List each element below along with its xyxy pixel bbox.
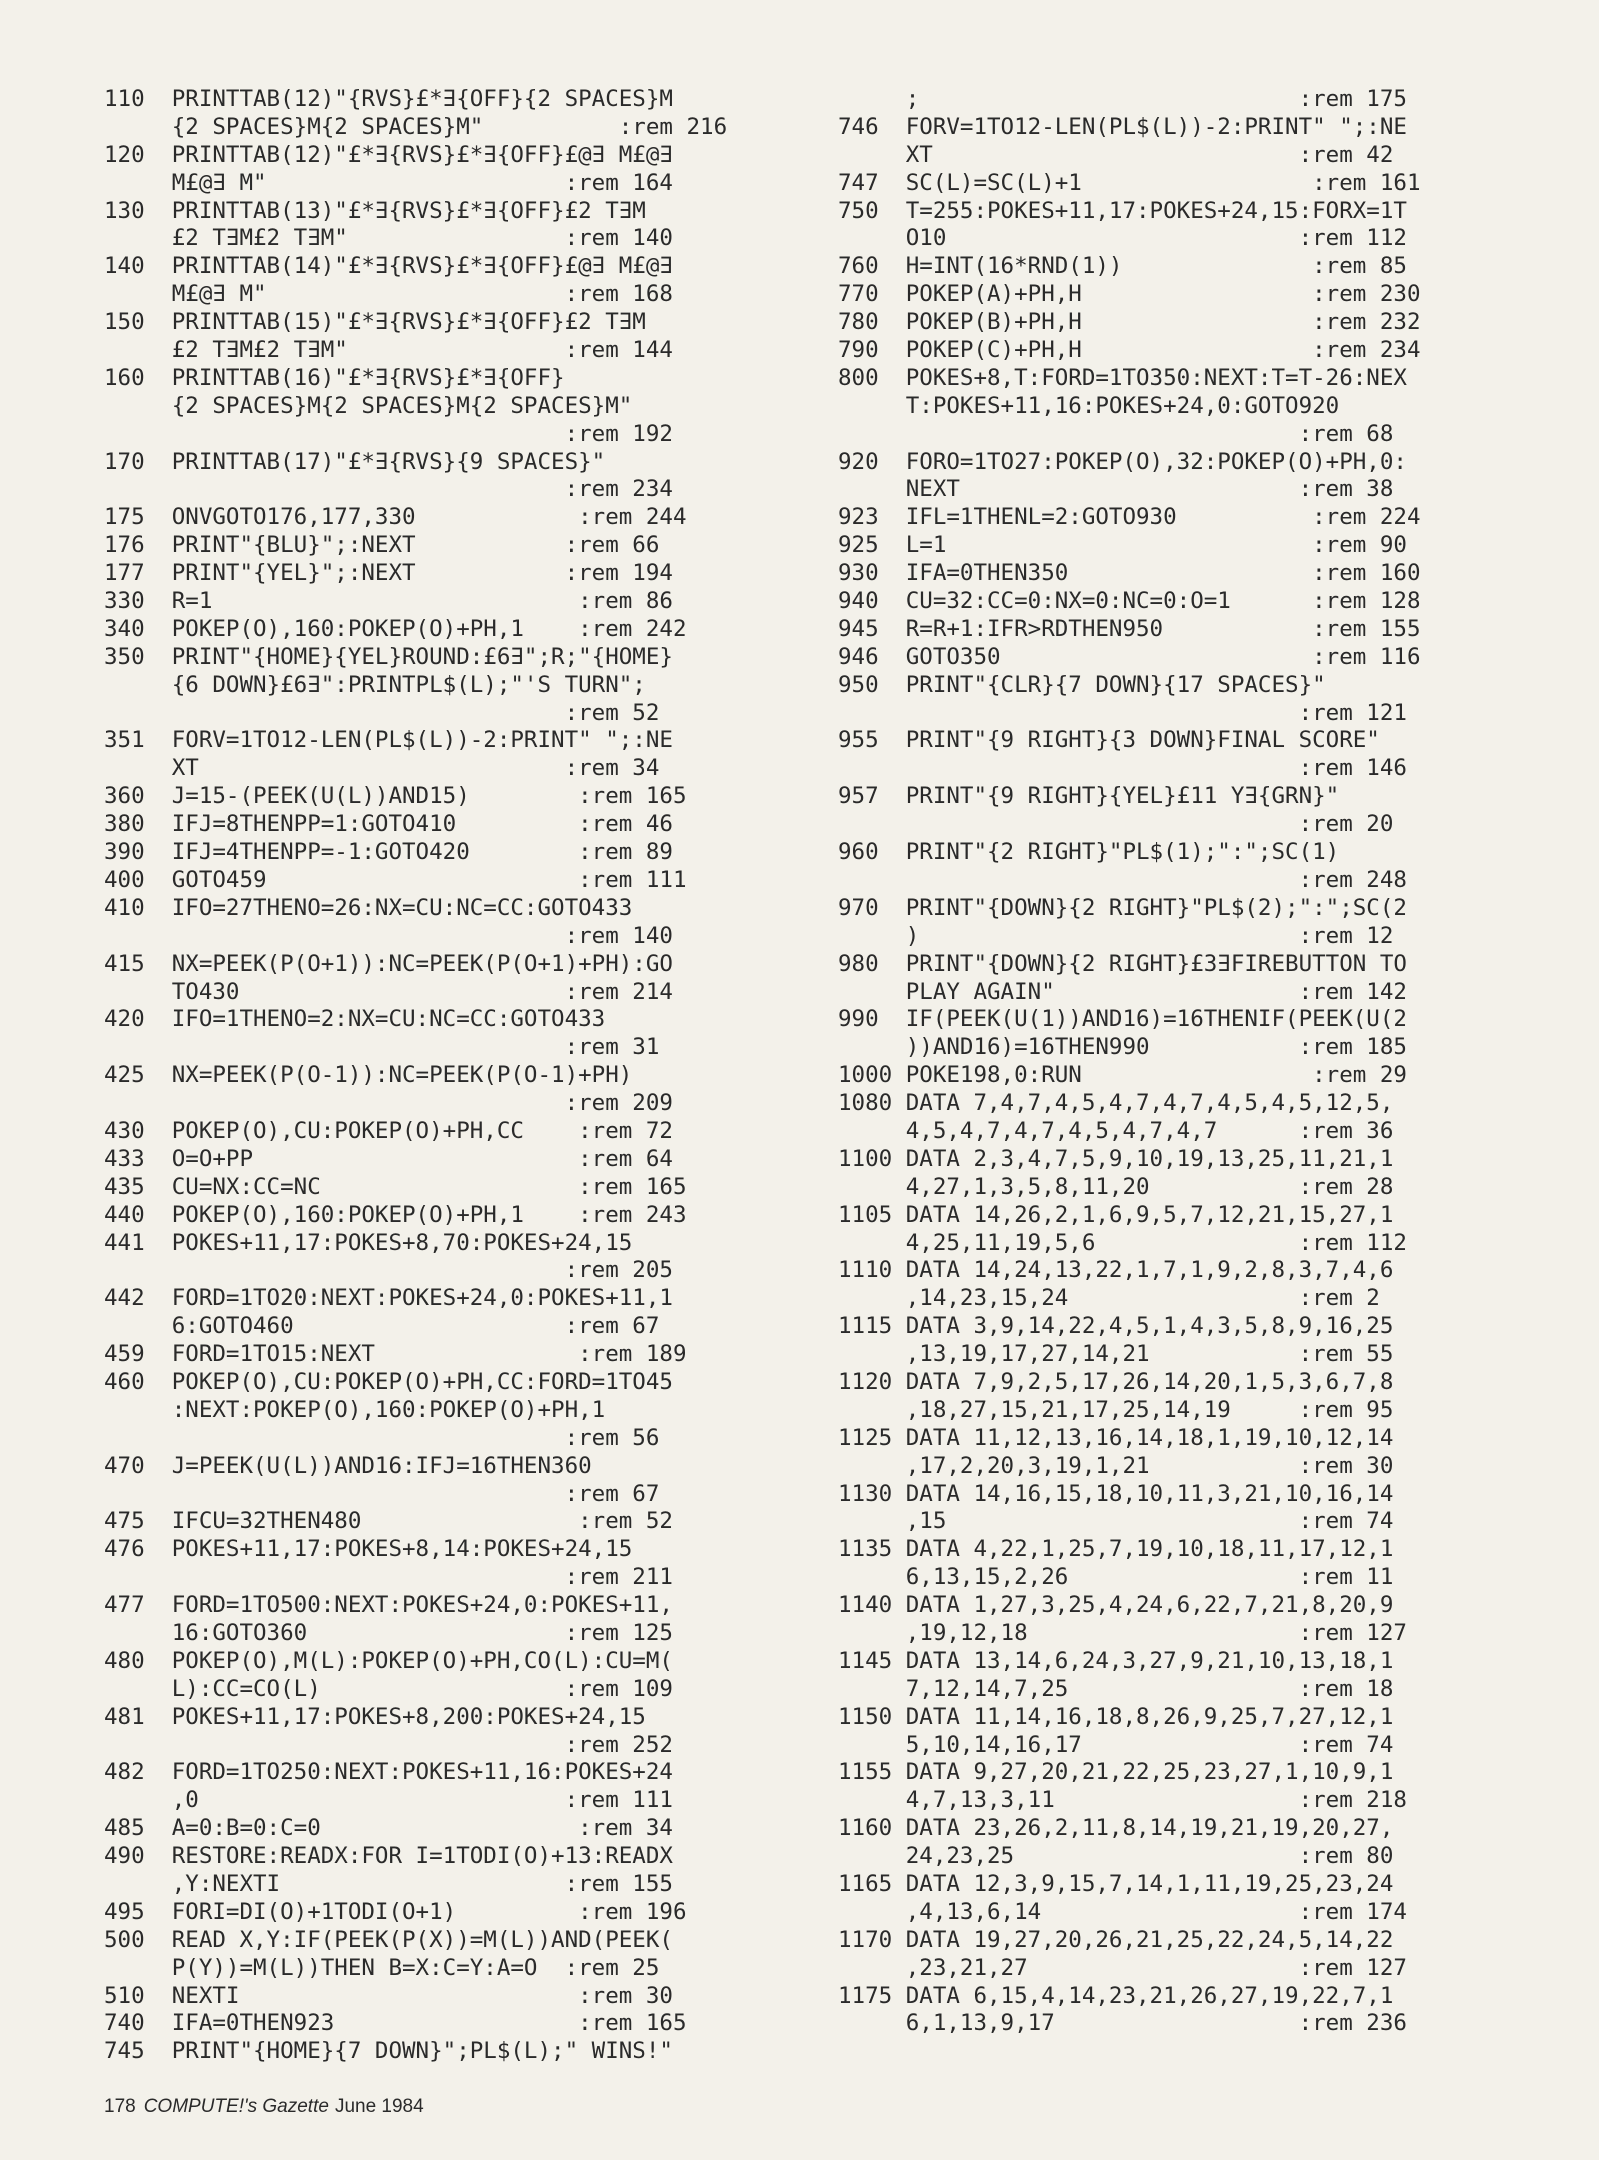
code-line: 510 NEXTI :rem 30 [104,1982,673,2009]
code-line: 1115 DATA 3,9,14,22,4,5,1,4,3,5,8,9,16,25 [838,1313,1394,1340]
code-line: 923 IFL=1THENL=2:GOTO930 :rem 224 [838,504,1421,531]
code-line: 990 IF(PEEK(U(1))AND16)=16THENIF(PEEK(U(2 [838,1006,1407,1033]
code-line: ; :rem 175 [838,86,1407,112]
code-line: 360 J=15-(PEEK(U(L))AND15) :rem 165 [104,783,687,810]
code-line: 415 NX=PEEK(P(O+1)):NC=PEEK(P(O+1)+PH):GO [104,950,673,977]
code-line: 950 PRINT"{CLR}{7 DOWN}{17 SPACES}" [838,671,1326,698]
code-line: :rem 140 [104,922,673,949]
code-line: 400 GOTO459 :rem 111 [104,866,687,893]
code-line: 340 POKEP(O),160:POKEP(O)+PH,1 :rem 242 [104,615,687,642]
code-line: ,Y:NEXTI :rem 155 [104,1871,673,1897]
code-line: ,0 :rem 111 [104,1787,673,1814]
code-line: 970 PRINT"{DOWN}{2 RIGHT}"PL$(2);":";SC(2 [838,894,1407,921]
code-line: :rem 68 [838,420,1394,447]
code-line: :rem 31 [104,1034,660,1061]
code-line: £2 T∃M£2 T∃M" :rem 140 [104,225,673,252]
code-line: 430 POKEP(O),CU:POKEP(O)+PH,CC :rem 72 [104,1117,673,1144]
code-line: 1105 DATA 14,26,2,1,6,9,5,7,12,21,15,27,1 [838,1201,1394,1228]
code-line: 1125 DATA 11,12,13,16,14,18,1,19,10,12,14 [838,1424,1394,1451]
code-line: 24,23,25 :rem 80 [838,1843,1394,1870]
code-line: :rem 211 [104,1564,673,1591]
code-line: :rem 20 [838,811,1394,838]
code-line: 120 PRINTTAB(12)"£*∃{RVS}£*∃{OFF}£@∃ M£@∃ [104,141,673,168]
code-line: {2 SPACES}M{2 SPACES}M{2 SPACES}M" [104,392,633,419]
issue-date: June 1984 [334,2096,424,2117]
code-line: 4,25,11,19,5,6 :rem 112 [838,1229,1407,1256]
code-line: 175 ONVGOTO176,177,330 :rem 244 [104,504,687,531]
code-line: 957 PRINT"{9 RIGHT}{YEL}£11 Y∃{GRN}" [838,783,1340,810]
page-footer [104,2096,424,2118]
code-line: 110 PRINTTAB(12)"{RVS}£*∃{OFF}{2 SPACES}M [104,86,673,112]
code-line: 177 PRINT"{YEL}";:NEXT :rem 194 [104,560,673,587]
code-line: 920 FORO=1TO27:POKEP(O),32:POKEP(O)+PH,0: [838,448,1407,475]
code-line: 390 IFJ=4THENPP=-1:GOTO420 :rem 89 [104,839,673,866]
code-line: M£@∃ M" :rem 168 [104,281,673,308]
code-line: 433 O=O+PP :rem 64 [104,1145,673,1172]
code-line: 1140 DATA 1,27,3,25,4,24,6,22,7,21,8,20,9 [838,1592,1394,1619]
code-line: :NEXT:POKEP(O),160:POKEP(O)+PH,1 [104,1396,606,1423]
code-line: 476 POKES+11,17:POKES+8,14:POKES+24,15 [104,1536,633,1563]
code-line: 1000 POKE198,0:RUN :rem 29 [838,1062,1407,1089]
code-line: 495 FORI=DI(O)+1TODI(O+1) :rem 196 [104,1898,687,1925]
code-line: 1135 DATA 4,22,1,25,7,19,10,18,11,17,12,1 [838,1536,1394,1563]
code-line: ,13,19,17,27,14,21 :rem 55 [838,1341,1394,1368]
page-number: 178 [104,2096,136,2117]
code-line: ,18,27,15,21,17,25,14,19 :rem 95 [838,1396,1394,1423]
code-line: 485 A=0:B=0:C=0 :rem 34 [104,1815,673,1842]
code-line: :rem 205 [104,1257,673,1284]
code-line: 6,1,13,9,17 :rem 236 [838,2010,1407,2037]
code-line: O10 :rem 112 [838,225,1407,252]
code-line: :rem 67 [104,1480,660,1507]
code-line: 442 FORD=1TO20:NEXT:POKES+24,0:POKES+11,1 [104,1285,673,1312]
code-line: 480 POKEP(O),M(L):POKEP(O)+PH,CO(L):CU=M( [104,1647,673,1674]
code-line: 140 PRINTTAB(14)"£*∃{RVS}£*∃{OFF}£@∃ M£@∃ [104,253,673,280]
code-line: 925 L=1 :rem 90 [838,532,1407,559]
code-line: 930 IFA=0THEN350 :rem 160 [838,560,1421,587]
code-line: 150 PRINTTAB(15)"£*∃{RVS}£*∃{OFF}£2 T∃M [104,309,646,336]
magazine-title: COMPUTE!'s Gazette [143,2096,329,2117]
code-line: 16:GOTO360 :rem 125 [104,1619,673,1646]
code-line: {6 DOWN}£6∃":PRINTPL$(L);"'S TURN"; [104,671,646,698]
code-line: 4,7,13,3,11 :rem 218 [838,1787,1407,1814]
code-line: 1160 DATA 23,26,2,11,8,14,19,21,19,20,27, [838,1815,1394,1842]
listing-left-column [104,86,794,2066]
code-line: 420 IFO=1THENO=2:NX=CU:NC=CC:GOTO433 [104,1006,606,1033]
code-line: 410 IFO=27THENO=26:NX=CU:NC=CC:GOTO433 [104,894,633,921]
code-line: ,4,13,6,14 :rem 174 [838,1898,1407,1925]
code-line: 960 PRINT"{2 RIGHT}"PL$(1);":";SC(1) [838,839,1340,866]
code-line: 1170 DATA 19,27,20,26,21,25,22,24,5,14,22 [838,1926,1394,1953]
code-line: 980 PRINT"{DOWN}{2 RIGHT}£3∃FIREBUTTON TO [838,950,1407,977]
code-line: 760 H=INT(16*RND(1)) :rem 85 [838,253,1407,280]
code-line: 350 PRINT"{HOME}{YEL}ROUND:£6∃";R;"{HOME} [104,643,673,670]
code-line: 176 PRINT"{BLU}";:NEXT :rem 66 [104,532,660,559]
code-line: 7,12,14,7,25 :rem 18 [838,1675,1394,1702]
code-line: 955 PRINT"{9 RIGHT}{3 DOWN}FINAL SCORE" [838,727,1380,754]
code-line: 1145 DATA 13,14,6,24,3,27,9,21,10,13,18,1 [838,1647,1394,1674]
code-line: 745 PRINT"{HOME}{7 DOWN}";PL$(L);" WINS!" [104,2038,673,2065]
code-line: 1100 DATA 2,3,4,7,5,9,10,19,13,25,11,21,1 [838,1145,1394,1172]
code-line: :rem 146 [838,755,1407,782]
code-line: 459 FORD=1TO15:NEXT :rem 189 [104,1341,687,1368]
code-line: 490 RESTORE:READX:FOR I=1TODI(O)+13:READX [104,1843,673,1870]
code-line: T:POKES+11,16:POKES+24,0:GOTO920 [838,392,1340,419]
code-line: XT :rem 42 [838,141,1394,168]
code-line: 1120 DATA 7,9,2,5,17,26,14,20,1,5,3,6,7,8 [838,1368,1394,1395]
code-line: ,15 :rem 74 [838,1508,1394,1535]
code-line: 460 POKEP(O),CU:POKEP(O)+PH,CC:FORD=1TO45 [104,1368,673,1395]
code-line: :rem 248 [838,866,1407,893]
code-line: 945 R=R+1:IFR>RDTHEN950 :rem 155 [838,615,1421,642]
code-line: 747 SC(L)=SC(L)+1 :rem 161 [838,169,1421,196]
code-line: 470 J=PEEK(U(L))AND16:IFJ=16THEN360 [104,1452,592,1479]
code-line: 1155 DATA 9,27,20,21,22,25,23,27,1,10,9,1 [838,1759,1394,1786]
code-line: :rem 234 [104,476,673,503]
code-line: :rem 121 [838,699,1407,726]
code-line: 441 POKES+11,17:POKES+8,70:POKES+24,15 [104,1229,633,1256]
code-line: {2 SPACES}M{2 SPACES}M" :rem 216 [104,113,728,140]
code-line: 477 FORD=1TO500:NEXT:POKES+24,0:POKES+11, [104,1592,673,1619]
code-line: M£@∃ M" :rem 164 [104,169,673,196]
code-line: 800 POKES+8,T:FORD=1TO350:NEXT:T=T-26:NEX [838,364,1407,391]
code-line: 482 FORD=1TO250:NEXT:POKES+11,16:POKES+24 [104,1759,673,1786]
code-line: ,17,2,20,3,19,1,21 :rem 30 [838,1452,1394,1479]
code-line: 1080 DATA 7,4,7,4,5,4,7,4,7,4,5,4,5,12,5, [838,1090,1394,1117]
code-line: 770 POKEP(A)+PH,H :rem 230 [838,281,1421,308]
code-line: 435 CU=NX:CC=NC :rem 165 [104,1173,687,1200]
code-line: 130 PRINTTAB(13)"£*∃{RVS}£*∃{OFF}£2 T∃M [104,197,646,224]
code-line: 946 GOTO350 :rem 116 [838,643,1421,670]
code-line: 1175 DATA 6,15,4,14,23,21,26,27,19,22,7,1 [838,1982,1394,2009]
code-line: 746 FORV=1TO12-LEN(PL$(L))-2:PRINT" ";:NE [838,113,1407,140]
code-line: :rem 52 [104,699,660,726]
code-line: NEXT :rem 38 [838,476,1394,503]
code-line: 330 R=1 :rem 86 [104,588,673,615]
code-line: 6,13,15,2,26 :rem 11 [838,1564,1394,1591]
code-line: 1150 DATA 11,14,16,18,8,26,9,25,7,27,12,1 [838,1703,1394,1730]
code-line: P(Y))=M(L))THEN B=X:C=Y:A=O :rem 25 [104,1954,660,1981]
code-line: 380 IFJ=8THENPP=1:GOTO410 :rem 46 [104,811,673,838]
code-line: ,23,21,27 :rem 127 [838,1954,1407,1981]
code-line: ))AND16)=16THEN990 :rem 185 [838,1034,1407,1061]
code-line: :rem 252 [104,1731,673,1758]
code-line: PLAY AGAIN" :rem 142 [838,978,1407,1005]
code-line: 740 IFA=0THEN923 :rem 165 [104,2010,687,2037]
code-line: 500 READ X,Y:IF(PEEK(P(X))=M(L))AND(PEEK( [104,1926,673,1953]
code-line: 170 PRINTTAB(17)"£*∃{RVS}{9 SPACES}" [104,448,606,475]
code-line: XT :rem 34 [104,755,660,782]
code-line: £2 T∃M£2 T∃M" :rem 144 [104,337,673,364]
code-line: 6:GOTO460 :rem 67 [104,1313,660,1340]
code-line: 750 T=255:POKES+11,17:POKES+24,15:FORX=1T [838,197,1407,224]
code-line: :rem 56 [104,1424,660,1451]
code-line: 4,5,4,7,4,7,4,5,4,7,4,7 :rem 36 [838,1117,1394,1144]
code-line: 160 PRINTTAB(16)"£*∃{RVS}£*∃{OFF} [104,364,565,391]
code-line: 4,27,1,3,5,8,11,20 :rem 28 [838,1173,1394,1200]
code-line: 475 IFCU=32THEN480 :rem 52 [104,1508,673,1535]
code-line: 440 POKEP(O),160:POKEP(O)+PH,1 :rem 243 [104,1201,687,1228]
code-line: :rem 192 [104,420,673,447]
listing-right-column [838,86,1528,2038]
code-line: 790 POKEP(C)+PH,H :rem 234 [838,337,1421,364]
code-line: ,14,23,15,24 :rem 2 [838,1285,1380,1312]
code-line: 1165 DATA 12,3,9,15,7,14,1,11,19,25,23,24 [838,1871,1394,1897]
code-line: TO430 :rem 214 [104,978,673,1005]
code-line: :rem 209 [104,1090,673,1117]
code-line: ) :rem 12 [838,922,1394,949]
code-line: 1110 DATA 14,24,13,22,1,7,1,9,2,8,3,7,4,6 [838,1257,1394,1284]
code-line: 780 POKEP(B)+PH,H :rem 232 [838,309,1421,336]
code-line: 5,10,14,16,17 :rem 74 [838,1731,1394,1758]
code-line: 481 POKES+11,17:POKES+8,200:POKES+24,15 [104,1703,646,1730]
code-line: ,19,12,18 :rem 127 [838,1619,1407,1646]
code-line: L):CC=CO(L) :rem 109 [104,1675,673,1702]
code-line: 425 NX=PEEK(P(O-1)):NC=PEEK(P(O-1)+PH) [104,1062,633,1089]
code-line: 351 FORV=1TO12-LEN(PL$(L))-2:PRINT" ";:NE [104,727,673,754]
code-line: 1130 DATA 14,16,15,18,10,11,3,21,10,16,14 [838,1480,1394,1507]
code-line: 940 CU=32:CC=0:NX=0:NC=0:O=1 :rem 128 [838,588,1421,615]
